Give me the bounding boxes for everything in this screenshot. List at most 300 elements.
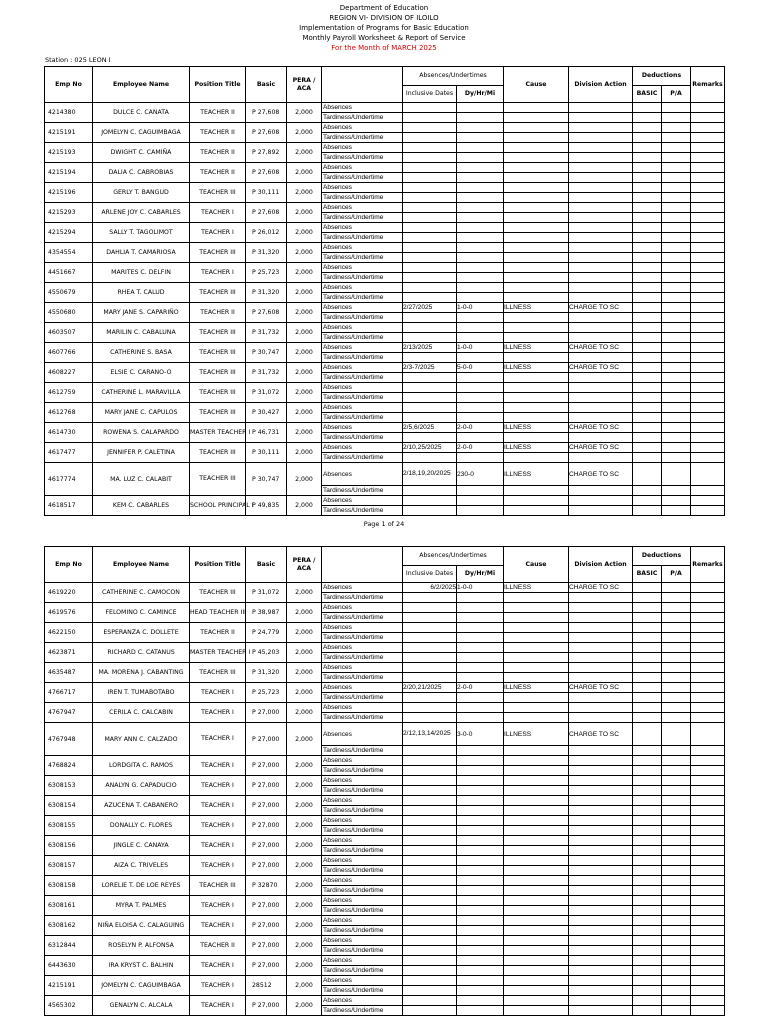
tardiness-cell <box>569 766 633 776</box>
basic-salary: P 30,111 <box>246 183 287 203</box>
tardiness-cell <box>662 213 691 223</box>
dy-hr-mi <box>457 776 504 786</box>
pera-aca: 2,000 <box>287 183 322 203</box>
division-action <box>569 896 633 906</box>
employee-row <box>45 896 725 906</box>
tardiness-cell <box>457 193 504 203</box>
tardiness-cell <box>504 193 569 203</box>
station-label: Station : 025 LEON I <box>45 56 111 64</box>
pera-aca: 2,000 <box>287 836 322 856</box>
emp-no: 6308162 <box>45 916 93 936</box>
tardiness-cell <box>569 393 633 403</box>
tardiness-cell <box>569 273 633 283</box>
tardiness-cell <box>569 906 633 916</box>
tardiness-cell <box>691 966 725 976</box>
pera-aca: 2,000 <box>287 303 322 323</box>
division-action <box>569 916 633 926</box>
deduction-basic <box>633 756 662 766</box>
employee-row <box>45 956 725 966</box>
pera-aca: 2,000 <box>287 383 322 403</box>
division-action: CHARGE TO SC <box>569 463 633 486</box>
inclusive-dates <box>403 323 457 333</box>
pera-aca: 2,000 <box>287 603 322 623</box>
tardiness-cell <box>569 946 633 956</box>
tardiness-cell <box>457 906 504 916</box>
division-action <box>569 623 633 633</box>
deduction-basic <box>633 303 662 313</box>
pera-aca: 2,000 <box>287 936 322 956</box>
tardiness-cell <box>403 713 457 723</box>
basic-salary: P 30,747 <box>246 463 287 496</box>
cause <box>504 283 569 293</box>
deduction-pa <box>662 403 691 413</box>
tardiness-cell <box>691 153 725 163</box>
col-header-absences-undertimes: Absences/Undertimes <box>403 67 504 86</box>
emp-no: 4215194 <box>45 163 93 183</box>
tardiness-cell <box>691 273 725 283</box>
pera-aca: 2,000 <box>287 403 322 423</box>
tardiness-cell <box>691 673 725 683</box>
deduction-basic <box>633 143 662 153</box>
tardiness-cell <box>504 713 569 723</box>
tardiness-cell <box>569 986 633 996</box>
header-month: For the Month of MARCH 2025 <box>331 44 437 52</box>
absences-label: Absences <box>322 363 403 373</box>
tardiness-cell <box>662 193 691 203</box>
tardiness-cell <box>569 193 633 203</box>
emp-no: 6308153 <box>45 776 93 796</box>
deduction-basic <box>633 163 662 173</box>
division-action: CHARGE TO SC <box>569 683 633 693</box>
deduction-basic <box>633 916 662 926</box>
tardiness-cell <box>504 486 569 496</box>
col-header-cause: Cause <box>504 547 569 583</box>
tardiness-cell <box>403 153 457 163</box>
tardiness-cell <box>403 133 457 143</box>
employee-row <box>45 103 725 113</box>
emp-no: 4215293 <box>45 203 93 223</box>
tardiness-cell <box>403 333 457 343</box>
tardiness-cell <box>403 253 457 263</box>
basic-salary: P 31,732 <box>246 363 287 383</box>
tardiness-cell <box>662 293 691 303</box>
pera-aca: 2,000 <box>287 623 322 643</box>
tardiness-cell <box>691 826 725 836</box>
basic-salary: P 27,000 <box>246 936 287 956</box>
employee-name: GERLY T. BANGUD <box>93 183 190 203</box>
cause <box>504 643 569 653</box>
deduction-pa <box>662 163 691 173</box>
employee-row <box>45 323 725 333</box>
deduction-basic <box>633 423 662 433</box>
remarks <box>691 496 725 506</box>
position-title: TEACHER III <box>190 363 246 383</box>
division-action <box>569 976 633 986</box>
emp-no: 4622150 <box>45 623 93 643</box>
absences-label: Absences <box>322 243 403 253</box>
tardiness-cell <box>457 433 504 443</box>
tardiness-cell <box>662 693 691 703</box>
employee-row <box>45 723 725 746</box>
division-action <box>569 603 633 613</box>
division-action: CHARGE TO SC <box>569 303 633 313</box>
position-title: TEACHER I <box>190 203 246 223</box>
tardiness-cell <box>662 986 691 996</box>
tardiness-cell <box>662 433 691 443</box>
employee-row <box>45 836 725 846</box>
cause: ILLNESS <box>504 723 569 746</box>
employee-row <box>45 496 725 506</box>
deduction-pa <box>662 896 691 906</box>
tardiness-cell <box>633 926 662 936</box>
division-action: CHARGE TO SC <box>569 343 633 353</box>
tardiness-cell <box>633 253 662 263</box>
tardiness-cell <box>504 846 569 856</box>
deduction-basic <box>633 876 662 886</box>
position-title: TEACHER II <box>190 303 246 323</box>
division-action <box>569 663 633 673</box>
employee-name: AZUCENA T. CABANERO <box>93 796 190 816</box>
col-header-deductions: Deductions <box>633 67 691 86</box>
deduction-pa <box>662 463 691 486</box>
tardiness-cell <box>569 1006 633 1016</box>
tardiness-cell <box>662 806 691 816</box>
employee-name: ANALYN G. CAPADUCIO <box>93 776 190 796</box>
header-region: REGION VI- DIVISION OF ILOILO <box>329 14 439 22</box>
tardiness-cell <box>691 866 725 876</box>
deduction-pa <box>662 363 691 373</box>
tardiness-cell <box>569 453 633 463</box>
position-title: TEACHER III <box>190 243 246 263</box>
dy-hr-mi: 2-0-0 <box>457 683 504 693</box>
tardiness-cell <box>691 946 725 956</box>
tardiness-label: Tardiness/Undertime <box>322 653 403 663</box>
pera-aca: 2,000 <box>287 876 322 896</box>
cause <box>504 936 569 946</box>
tardiness-cell <box>457 866 504 876</box>
tardiness-cell <box>633 986 662 996</box>
division-action: CHARGE TO SC <box>569 423 633 433</box>
tardiness-cell <box>504 393 569 403</box>
division-action <box>569 203 633 213</box>
cause <box>504 896 569 906</box>
emp-no: 4215193 <box>45 143 93 163</box>
dy-hr-mi <box>457 756 504 766</box>
pera-aca: 2,000 <box>287 363 322 383</box>
remarks <box>691 956 725 966</box>
cause <box>504 403 569 413</box>
tardiness-cell <box>504 746 569 756</box>
pera-aca: 2,000 <box>287 643 322 663</box>
header-program: Implementation of Programs for Basic Education <box>299 24 469 32</box>
cause <box>504 103 569 113</box>
cause <box>504 976 569 986</box>
tardiness-cell <box>691 313 725 323</box>
tardiness-cell <box>569 253 633 263</box>
tardiness-cell <box>403 173 457 183</box>
employee-name: AIZA C. TRIVELES <box>93 856 190 876</box>
absences-label: Absences <box>322 383 403 393</box>
tardiness-cell <box>403 373 457 383</box>
dy-hr-mi <box>457 836 504 846</box>
tardiness-cell <box>403 906 457 916</box>
payroll-table-page2 <box>44 546 725 1016</box>
deduction-basic <box>633 776 662 786</box>
col-header-position-title: Position Title <box>190 67 246 103</box>
cause <box>504 816 569 826</box>
tardiness-cell <box>457 233 504 243</box>
remarks <box>691 243 725 253</box>
dy-hr-mi: 230-0 <box>457 463 504 486</box>
cause <box>504 323 569 333</box>
tardiness-cell <box>569 713 633 723</box>
pera-aca: 2,000 <box>287 203 322 223</box>
absences-label: Absences <box>322 403 403 413</box>
tardiness-cell <box>457 393 504 403</box>
emp-no: 4603507 <box>45 323 93 343</box>
emp-no: 6443630 <box>45 956 93 976</box>
emp-no: 4612768 <box>45 403 93 423</box>
remarks <box>691 143 725 153</box>
dy-hr-mi <box>457 856 504 866</box>
tardiness-cell <box>504 633 569 643</box>
deduction-basic <box>633 623 662 633</box>
pera-aca: 2,000 <box>287 463 322 496</box>
employee-name: DALIA C. CABROBIAS <box>93 163 190 183</box>
tardiness-cell <box>691 633 725 643</box>
cause: ILLNESS <box>504 423 569 433</box>
tardiness-cell <box>691 173 725 183</box>
absences-label: Absences <box>322 203 403 213</box>
tardiness-cell <box>457 673 504 683</box>
employee-name: DWIGHT C. CAMIÑA <box>93 143 190 163</box>
division-action: CHARGE TO SC <box>569 443 633 453</box>
remarks <box>691 816 725 826</box>
absences-label: Absences <box>322 683 403 693</box>
tardiness-cell <box>504 313 569 323</box>
tardiness-cell <box>691 353 725 363</box>
remarks <box>691 363 725 373</box>
tardiness-label: Tardiness/Undertime <box>322 593 403 603</box>
tardiness-label: Tardiness/Undertime <box>322 293 403 303</box>
emp-no: 4451667 <box>45 263 93 283</box>
tardiness-label: Tardiness/Undertime <box>322 333 403 343</box>
inclusive-dates <box>403 936 457 946</box>
position-title: TEACHER III <box>190 343 246 363</box>
remarks <box>691 463 725 486</box>
emp-no: 4768824 <box>45 756 93 776</box>
employee-row <box>45 876 725 886</box>
col-header-division-action: Division Action <box>569 547 633 583</box>
tardiness-cell <box>691 746 725 756</box>
tardiness-label: Tardiness/Undertime <box>322 806 403 816</box>
dy-hr-mi <box>457 103 504 113</box>
cause: ILLNESS <box>504 443 569 453</box>
tardiness-label: Tardiness/Undertime <box>322 673 403 683</box>
tardiness-cell <box>504 946 569 956</box>
division-action <box>569 996 633 1006</box>
employee-row <box>45 263 725 273</box>
tardiness-cell <box>403 886 457 896</box>
division-action <box>569 103 633 113</box>
tardiness-cell <box>457 966 504 976</box>
tardiness-cell <box>691 233 725 243</box>
tardiness-cell <box>691 453 725 463</box>
tardiness-cell <box>403 353 457 363</box>
tardiness-cell <box>457 886 504 896</box>
inclusive-dates <box>403 623 457 633</box>
employee-row <box>45 423 725 433</box>
pera-aca: 2,000 <box>287 423 322 443</box>
tardiness-cell <box>504 506 569 516</box>
tardiness-cell <box>504 293 569 303</box>
tardiness-cell <box>457 253 504 263</box>
tardiness-cell <box>569 886 633 896</box>
emp-no: 4617477 <box>45 443 93 463</box>
dy-hr-mi <box>457 243 504 253</box>
tardiness-cell <box>457 593 504 603</box>
tardiness-cell <box>569 233 633 243</box>
absences-label: Absences <box>322 643 403 653</box>
pera-aca: 2,000 <box>287 816 322 836</box>
emp-no: 4614730 <box>45 423 93 443</box>
tardiness-cell <box>633 486 662 496</box>
tardiness-label: Tardiness/Undertime <box>322 693 403 703</box>
tardiness-cell <box>691 393 725 403</box>
tardiness-cell <box>569 846 633 856</box>
deduction-basic <box>633 816 662 826</box>
tardiness-cell <box>504 926 569 936</box>
tardiness-cell <box>569 806 633 816</box>
inclusive-dates <box>403 876 457 886</box>
tardiness-cell <box>457 273 504 283</box>
deduction-basic <box>633 956 662 966</box>
tardiness-cell <box>691 766 725 776</box>
emp-no: 4635487 <box>45 663 93 683</box>
absences-label: Absences <box>322 623 403 633</box>
basic-salary: P 27,608 <box>246 163 287 183</box>
division-action <box>569 243 633 253</box>
employee-row <box>45 756 725 766</box>
tardiness-cell <box>457 746 504 756</box>
absences-label: Absences <box>322 796 403 806</box>
employee-row <box>45 223 725 233</box>
tardiness-cell <box>457 293 504 303</box>
basic-salary: P 30,111 <box>246 443 287 463</box>
tardiness-cell <box>691 713 725 723</box>
deduction-basic <box>633 836 662 846</box>
tardiness-cell <box>633 353 662 363</box>
pera-aca: 2,000 <box>287 343 322 363</box>
absences-label: Absences <box>322 876 403 886</box>
tardiness-cell <box>403 233 457 243</box>
tardiness-cell <box>457 986 504 996</box>
division-action <box>569 756 633 766</box>
dy-hr-mi <box>457 703 504 713</box>
position-title: TEACHER I <box>190 723 246 756</box>
tardiness-cell <box>662 766 691 776</box>
col-header-absences-undertimes: Absences/Undertimes <box>403 547 504 566</box>
division-action <box>569 936 633 946</box>
deduction-basic <box>633 243 662 253</box>
inclusive-dates <box>403 896 457 906</box>
remarks <box>691 203 725 213</box>
absences-label: Absences <box>322 223 403 233</box>
basic-salary: P 31,320 <box>246 283 287 303</box>
inclusive-dates: 2/20,21/2025 <box>403 683 457 693</box>
inclusive-dates <box>403 996 457 1006</box>
deduction-basic <box>633 796 662 806</box>
tardiness-cell <box>403 746 457 756</box>
tardiness-label: Tardiness/Undertime <box>322 453 403 463</box>
emp-no: 6308154 <box>45 796 93 816</box>
tardiness-cell <box>504 653 569 663</box>
tardiness-cell <box>633 806 662 816</box>
employee-name: MARITES C. DELFIN <box>93 263 190 283</box>
tardiness-cell <box>662 253 691 263</box>
basic-salary: P 27,000 <box>246 723 287 756</box>
position-title: TEACHER I <box>190 916 246 936</box>
pera-aca: 2,000 <box>287 283 322 303</box>
basic-salary: P 27,000 <box>246 856 287 876</box>
tardiness-cell <box>691 653 725 663</box>
cause <box>504 996 569 1006</box>
tardiness-cell <box>403 926 457 936</box>
tardiness-cell <box>504 233 569 243</box>
emp-no: 6308155 <box>45 816 93 836</box>
deduction-pa <box>662 856 691 866</box>
tardiness-cell <box>662 113 691 123</box>
dy-hr-mi: 1-0-0 <box>457 343 504 353</box>
inclusive-dates <box>403 103 457 113</box>
pera-aca: 2,000 <box>287 443 322 463</box>
deduction-basic <box>633 703 662 713</box>
dy-hr-mi <box>457 383 504 393</box>
cause: ILLNESS <box>504 303 569 313</box>
emp-no: 4618517 <box>45 496 93 516</box>
tardiness-cell <box>457 313 504 323</box>
col-header-dy-hr-mi: Dy/Hr/Mi <box>457 86 504 103</box>
employee-name: ROWENA S. CALAPARDO <box>93 423 190 443</box>
tardiness-cell <box>633 293 662 303</box>
dy-hr-mi <box>457 143 504 153</box>
cause <box>504 123 569 133</box>
position-title: TEACHER III <box>190 443 246 463</box>
emp-no: 4214380 <box>45 103 93 123</box>
tardiness-cell <box>457 1006 504 1016</box>
division-action: CHARGE TO SC <box>569 363 633 373</box>
basic-salary: P 31,320 <box>246 243 287 263</box>
employee-row <box>45 583 725 593</box>
pera-aca: 2,000 <box>287 916 322 936</box>
deduction-pa <box>662 583 691 593</box>
pera-aca: 2,000 <box>287 263 322 283</box>
tardiness-cell <box>457 946 504 956</box>
pera-aca: 2,000 <box>287 123 322 143</box>
remarks <box>691 103 725 113</box>
tardiness-cell <box>569 966 633 976</box>
payroll-table-page1-wrapper <box>44 66 724 515</box>
employee-name: LORDGITA C. RAMOS <box>93 756 190 776</box>
deduction-pa <box>662 723 691 746</box>
pera-aca: 2,000 <box>287 663 322 683</box>
pera-aca: 2,000 <box>287 956 322 976</box>
tardiness-cell <box>691 433 725 443</box>
remarks <box>691 583 725 593</box>
tardiness-cell <box>691 593 725 603</box>
inclusive-dates <box>403 856 457 866</box>
remarks <box>691 723 725 746</box>
